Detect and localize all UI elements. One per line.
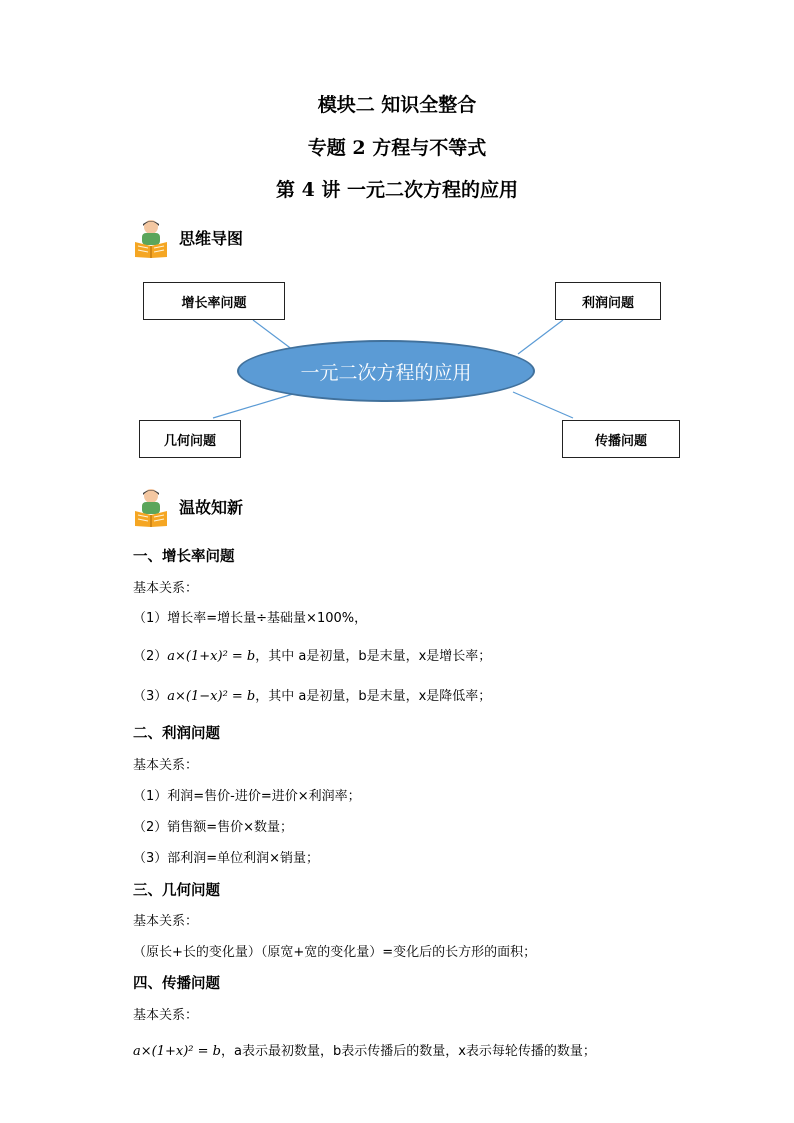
student-reading-icon [133,487,169,527]
mindmap-node-profit: 利润问题 [555,282,661,320]
mindmap-diagram [133,278,683,463]
growth-line-3-suffix: ，其中 a是初量，b是末量，x是降低率； [255,689,492,704]
connector-top-right [518,320,563,354]
connector-bottom-left [213,394,293,418]
spread-line-1 [133,1040,596,1059]
topic-title: 专题 2 方程与不等式 [307,137,487,159]
connector-top-left [253,320,293,350]
growth-line-2-prefix: （2） [133,649,168,664]
growth-line-1: （1）增长率=增长量÷基础量×100%， [133,611,368,626]
student-reading-icon [133,218,169,258]
growth-formula: a×(1+x)² = b [167,649,256,664]
basic-relation-label: 基本关系： [133,581,199,596]
spread-line-1-suffix: ，a表示最初数量，b表示传播后的数量，x表示每轮传播的数量； [220,1044,596,1059]
heading-growth-rate: 一、增长率问题 [133,549,235,565]
heading-profit: 二、利润问题 [133,726,220,742]
geometry-line-1: （原长+长的变化量）（原宽+宽的变化量）=变化后的长方形的面积； [133,945,537,960]
mindmap-center-node: 一元二次方程的应用 [237,340,535,402]
review-section-label: 温故知新 [179,498,244,517]
basic-relation-label: 基本关系： [133,1008,199,1023]
profit-line-1: （1）利润=售价-进价=进价×利润率； [133,789,361,804]
mindmap-node-geometry: 几何问题 [139,420,241,458]
growth-line-2 [133,645,491,664]
growth-line-3-prefix: （3） [133,689,168,704]
lecture-title: 第 4 讲 一元二次方程的应用 [275,179,519,201]
basic-relation-label: 基本关系： [133,758,199,773]
module-title: 模块二 知识全整合 [317,94,477,116]
spread-formula: a×(1+x)² = b [133,1044,221,1059]
profit-line-2: （2）销售额=售价×数量； [133,820,294,835]
mindmap-node-spread: 传播问题 [562,420,680,458]
connector-bottom-right [513,392,573,418]
profit-line-3: （3）部利润=单位利润×销量； [133,851,320,866]
heading-spread: 四、传播问题 [133,976,220,992]
mindmap-section-label: 思维导图 [179,229,244,248]
heading-geometry: 三、几何问题 [133,883,220,899]
decline-formula: a×(1−x)² = b [167,689,256,704]
basic-relation-label: 基本关系： [133,914,199,929]
growth-line-3 [133,685,491,704]
mindmap-node-growth-rate: 增长率问题 [143,282,285,320]
growth-line-2-suffix: ，其中 a是初量，b是末量，x是增长率； [255,649,492,664]
